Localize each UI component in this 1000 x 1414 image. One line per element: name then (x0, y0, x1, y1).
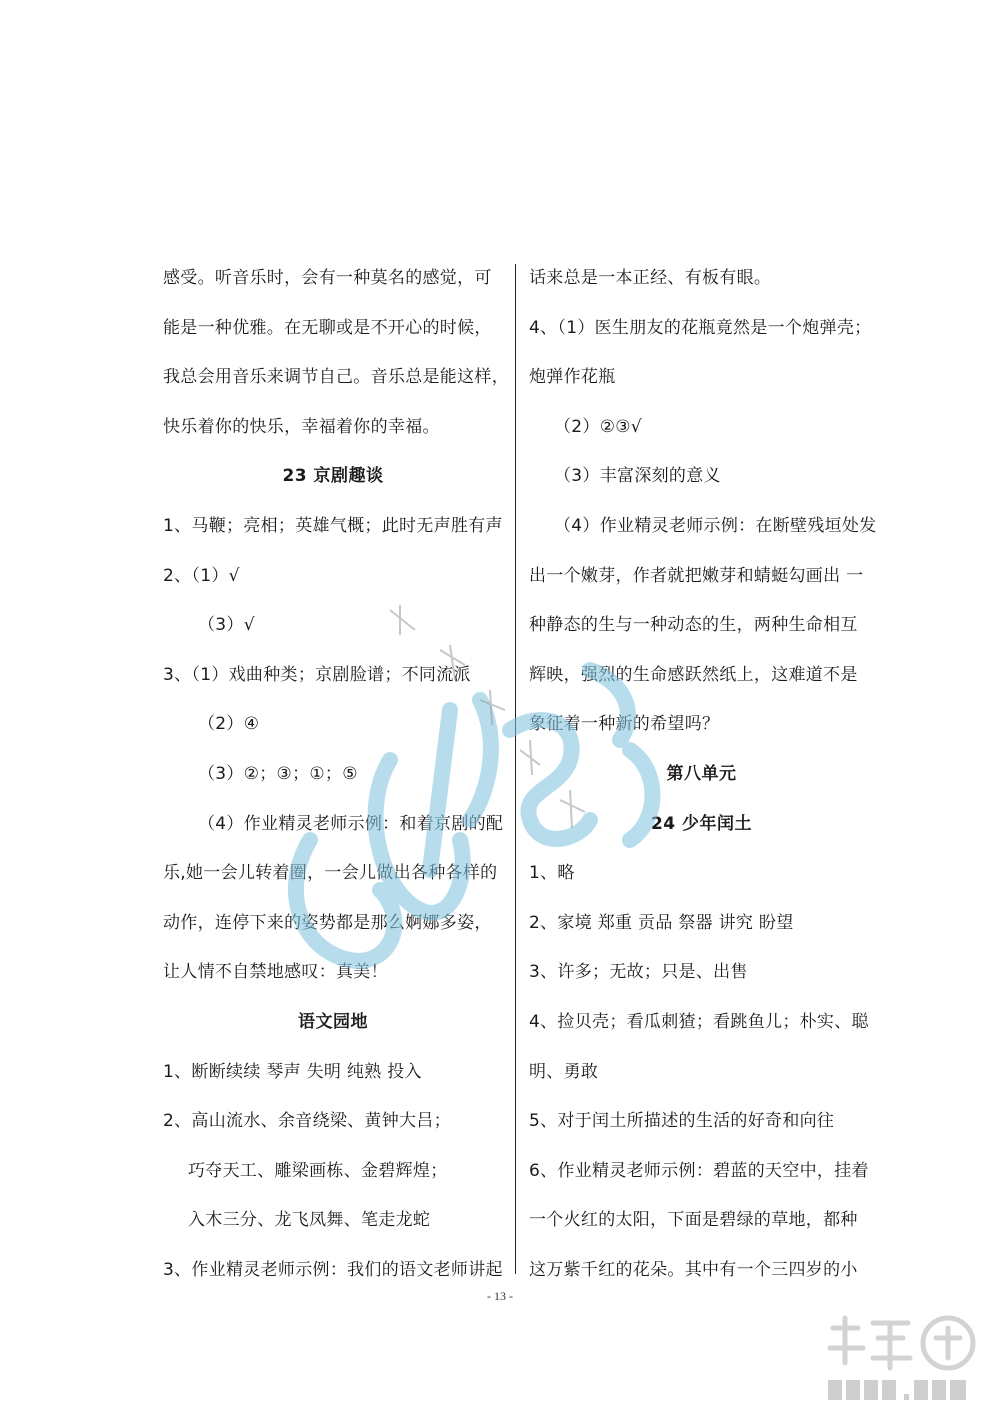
answer-line: 让人情不自禁地感叹：真美！ (163, 962, 388, 983)
text-line: 种静态的生与一种动态的生，两种生命相互 (529, 615, 858, 636)
answer-line: 入木三分、龙飞凤舞、笔走龙蛇 (188, 1210, 431, 1231)
corner-site-logo (818, 1308, 988, 1408)
text-line: 象征着一种新的希望吗？ (529, 714, 720, 735)
answer-line: 5、对于闰土所描述的生活的好奇和向往 (529, 1111, 835, 1132)
answer-line: 3、作业精灵老师示例：我们的语文老师讲起 (163, 1259, 503, 1280)
answer-line: 乐,她一会儿转着圈，一会儿做出各种各样的 (163, 863, 498, 884)
answer-line: 3、（1）戏曲种类；京剧脸谱；不同流派 (163, 664, 471, 685)
answer-line: 巧夺天工、雕梁画栋、金碧辉煌； (188, 1160, 448, 1181)
page-number: - 13 - (487, 1289, 513, 1303)
answer-line: 一个火红的太阳，下面是碧绿的草地，都种 (529, 1210, 858, 1231)
answer-line: （3）②；③；①；⑤ (198, 763, 358, 784)
answer-line: 明、勇敢 (529, 1061, 599, 1082)
section-title-24: 24 少年闰土 (650, 813, 753, 834)
text-line: （2）②③√ (554, 416, 642, 437)
answer-line: 3、许多；无故；只是、出售 (529, 962, 748, 983)
text-line: 能是一种优雅。在无聊或是不开心的时候， (163, 317, 492, 338)
text-line: 话来总是一本正经、有板有眼。 (529, 268, 772, 288)
text-line: 炮弹作花瓶 (529, 367, 616, 388)
answer-line: 2、家境 郑重 贡品 祭器 讲究 盼望 (529, 912, 794, 933)
section-title-23: 23 京剧趣谈 (282, 466, 384, 487)
text-line: 4、（1）医生朋友的花瓶竟然是一个炮弹壳； (529, 317, 872, 338)
answer-line: 1、略 (529, 863, 575, 884)
text-line: 快乐着你的快乐，幸福着你的幸福。 (163, 416, 440, 437)
left-column (163, 266, 509, 1307)
answer-line: 2、（1）√ (163, 565, 240, 586)
right-column (529, 266, 877, 1307)
text-line: （4）作业精灵老师示例：在断壁残垣处发 (554, 515, 877, 536)
answer-line: 动作，连停下来的姿势都是那么婀娜多姿， (163, 912, 492, 933)
text-line: 出一个嫩芽，作者就把嫩芽和蜻蜓勾画出 一 (529, 565, 864, 586)
answer-line: 6、作业精灵老师示例：碧蓝的天空中，挂着 (529, 1160, 869, 1181)
answer-line: （3）√ (198, 615, 255, 636)
text-line: 感受。听音乐时，会有一种莫名的感觉，可 (163, 268, 492, 288)
answer-line: 4、捡贝壳；看瓜刺猹；看跳鱼儿；朴实、聪 (529, 1011, 869, 1032)
column-divider (515, 264, 516, 1274)
text-line: （3）丰富深刻的意义 (554, 466, 721, 487)
unit-title: 第八单元 (666, 763, 737, 784)
text-line: 辉映，强烈的生命感跃然纸上，这难道不是 (529, 664, 858, 685)
text-line: 我总会用音乐来调节自己。音乐总是能这样， (163, 367, 509, 388)
answer-line: 这万紫千红的花朵。其中有一个三四岁的小 (529, 1259, 858, 1280)
answer-line: 2、高山流水、余音绕梁、黄钟大吕； (163, 1111, 451, 1132)
answer-line: 1、马鞭；亮相；英雄气概；此时无声胜有声 (163, 515, 503, 536)
section-title-garden: 语文园地 (298, 1011, 368, 1032)
answer-line: 1、断断续续 琴声 失明 纯熟 投入 (163, 1061, 422, 1082)
answer-line: （2）④ (198, 714, 260, 735)
answer-line: （4）作业精灵老师示例：和着京剧的配 (198, 813, 504, 834)
